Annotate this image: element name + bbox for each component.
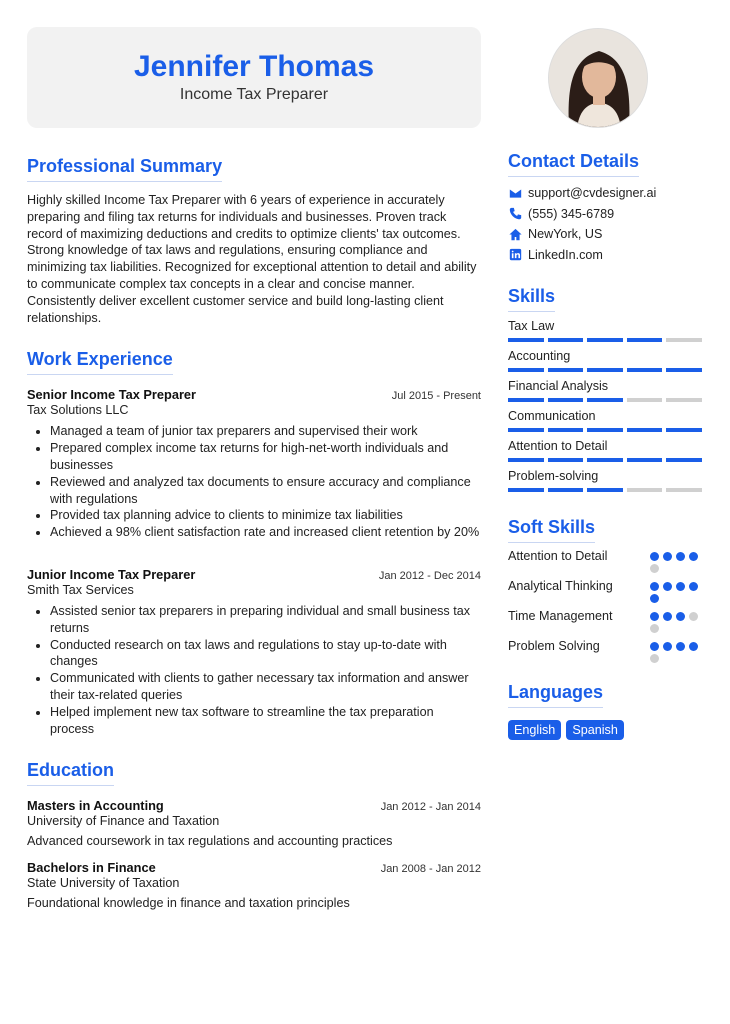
soft-skill-item [508, 609, 702, 633]
envelope-icon [508, 186, 522, 200]
skill-level-bar [508, 338, 702, 342]
skill-level-segment [627, 488, 663, 492]
skill-level-segment [627, 338, 663, 342]
rating-dot [689, 642, 698, 651]
rating-dot [650, 612, 659, 621]
skill-level-segment [508, 488, 544, 492]
job-bullet: • Communicated with clients to gather necessary tax information and answer their tax-related queries [50, 670, 481, 704]
skills-list [508, 318, 702, 492]
skill-item [508, 408, 702, 432]
skill-level-segment [508, 458, 544, 462]
skill-item [508, 468, 702, 492]
soft-skill-name: Analytical Thinking [508, 579, 613, 593]
summary-text: Highly skilled Income Tax Preparer with 6 years of experience in accurately preparing and filing tax returns for individuals and businesses. Proven track record of maximizing deductions and credits to optimize clients' tax outcomes. Strong knowledge of tax laws and regulations, ensuring compliance and minimizing tax liabilities. Recognized for exceptional attention to detail and ability to communicate complex tax concepts in a clear and concise manner. Consistently deliver excellent customer service and build long-lasting client relationships. [27, 193, 477, 325]
soft-skill-item [508, 639, 702, 663]
soft-skills-heading: Soft Skills [508, 516, 595, 543]
phone-icon [508, 207, 522, 221]
rating-dot [650, 624, 659, 633]
rating-dot [663, 612, 672, 621]
skill-level-segment [627, 458, 663, 462]
rating-dot [650, 552, 659, 561]
skill-level-segment [666, 458, 702, 462]
soft-skill-item [508, 579, 702, 603]
skill-name: Problem-solving [508, 469, 599, 483]
education-date: Jan 2008 - Jan 2012 [380, 863, 481, 876]
skill-name: Communication [508, 409, 596, 423]
job-bullet: • Prepared complex income tax returns for high-net-worth individuals and businesses [50, 440, 481, 474]
soft-skill-rating [650, 549, 702, 573]
language-badge: English [508, 720, 561, 740]
skill-name: Accounting [508, 349, 571, 363]
skill-level-segment [548, 428, 584, 432]
job-date: Jul 2015 - Present [391, 390, 481, 403]
skill-level-segment [587, 458, 623, 462]
job-title: Senior Income Tax Preparer [27, 387, 197, 403]
job-bullet: • Provided tax planning advice to clients to minimize tax liabilities [50, 507, 481, 524]
location-text: NewYork, US [528, 227, 603, 242]
rating-dot [689, 612, 698, 621]
skill-level-segment [627, 428, 663, 432]
rating-dot [676, 582, 685, 591]
soft-skills-list [508, 549, 702, 663]
linkedin-text: LinkedIn.com [528, 247, 603, 262]
skill-item [508, 348, 702, 372]
contact-phone[interactable] [508, 206, 702, 223]
skill-name: Attention to Detail [508, 439, 608, 453]
skill-level-segment [666, 368, 702, 372]
candidate-name: Jennifer Thomas [133, 50, 375, 83]
job-bullet: • Achieved a 98% client satisfaction rate and increased client retention by 20% [50, 524, 481, 541]
soft-skill-item [508, 549, 702, 573]
rating-dot [689, 552, 698, 561]
school: State University of Taxation [27, 876, 180, 891]
soft-skill-name: Attention to Detail [508, 549, 608, 563]
soft-skill-rating [650, 639, 702, 663]
skill-level-segment [548, 488, 584, 492]
education-heading: Education [27, 759, 114, 786]
job-company: Smith Tax Services [27, 582, 134, 597]
skill-level-bar [508, 428, 702, 432]
rating-dot [689, 582, 698, 591]
skill-level-segment [548, 368, 584, 372]
skill-level-segment [587, 398, 623, 402]
skill-level-bar [508, 398, 702, 402]
skill-item [508, 438, 702, 462]
job-bullet: • Helped implement new tax software to streamline the tax preparation process [50, 704, 481, 738]
rating-dot [663, 582, 672, 591]
skill-level-segment [627, 368, 663, 372]
skill-level-segment [587, 488, 623, 492]
linkedin-icon [508, 248, 522, 262]
phone-text: (555) 345-6789 [528, 206, 615, 221]
education-desc: Advanced coursework in tax regulations and accounting practices [27, 834, 393, 849]
skill-level-segment [587, 368, 623, 372]
rating-dot [676, 552, 685, 561]
skill-level-segment [548, 458, 584, 462]
job-bullet: • Assisted senior tax preparers in preparing individual and small business tax returns [50, 603, 481, 637]
degree: Masters in Accounting [27, 798, 164, 814]
job-bullet: • Reviewed and analyzed tax documents to ensure accuracy and compliance with regulations [50, 474, 481, 508]
skill-item [508, 378, 702, 402]
education-entry [27, 798, 481, 848]
skill-level-segment [508, 368, 544, 372]
skill-level-segment [548, 338, 584, 342]
skill-name: Tax Law [508, 319, 555, 333]
skill-level-segment [666, 428, 702, 432]
skill-level-segment [508, 338, 544, 342]
education-date: Jan 2012 - Jan 2014 [380, 801, 481, 814]
header [27, 27, 481, 128]
rating-dot [676, 642, 685, 651]
contact-location [508, 226, 702, 243]
job-date: Jan 2012 - Dec 2014 [378, 569, 481, 582]
rating-dot [663, 552, 672, 561]
job-bullet: • Conducted research on tax laws and regulations to stay up-to-date with changes [50, 637, 481, 671]
job-bullets [27, 603, 481, 737]
skill-item [508, 318, 702, 342]
skill-level-bar [508, 458, 702, 462]
rating-dot [650, 564, 659, 573]
job-title: Junior Income Tax Preparer [27, 566, 196, 582]
rating-dot [663, 642, 672, 651]
skill-level-segment [587, 428, 623, 432]
skill-level-segment [508, 428, 544, 432]
contact-email[interactable] [508, 185, 702, 202]
education-desc: Foundational knowledge in finance and taxation principles [27, 896, 350, 911]
email-text: support@cvdesigner.ai [528, 186, 657, 201]
school: University of Finance and Taxation [27, 814, 220, 829]
home-icon [508, 227, 522, 241]
education-entry [27, 860, 481, 910]
language-badge: Spanish [566, 720, 624, 740]
sidebar-column [508, 150, 702, 740]
rating-dot [650, 654, 659, 663]
skill-name: Financial Analysis [508, 379, 609, 393]
languages-heading: Languages [508, 681, 603, 708]
skill-level-segment [548, 398, 584, 402]
skill-level-segment [587, 338, 623, 342]
skill-level-segment [666, 338, 702, 342]
experience-heading: Work Experience [27, 348, 173, 375]
candidate-title: Income Tax Preparer [179, 86, 329, 103]
rating-dot [650, 582, 659, 591]
skill-level-bar [508, 488, 702, 492]
rating-dot [650, 642, 659, 651]
avatar [548, 28, 648, 128]
contact-linkedin[interactable] [508, 247, 702, 264]
job-bullets [27, 423, 481, 541]
job-entry [27, 567, 481, 737]
contact-heading: Contact Details [508, 150, 639, 177]
skill-level-segment [666, 398, 702, 402]
soft-skill-rating [650, 579, 702, 603]
languages-list [508, 720, 702, 740]
skill-level-segment [627, 398, 663, 402]
rating-dot [650, 594, 659, 603]
skill-level-bar [508, 368, 702, 372]
soft-skill-rating [650, 609, 702, 633]
skills-heading: Skills [508, 285, 555, 312]
job-entry [27, 387, 481, 541]
soft-skill-name: Problem Solving [508, 639, 600, 653]
soft-skill-name: Time Management [508, 609, 613, 623]
summary-heading: Professional Summary [27, 155, 222, 182]
main-column [27, 155, 481, 910]
job-company: Tax Solutions LLC [27, 403, 129, 418]
rating-dot [676, 612, 685, 621]
job-bullet: • Managed a team of junior tax preparers and supervised their work [50, 423, 481, 440]
skill-level-segment [666, 488, 702, 492]
degree: Bachelors in Finance [27, 860, 156, 876]
skill-level-segment [508, 398, 544, 402]
